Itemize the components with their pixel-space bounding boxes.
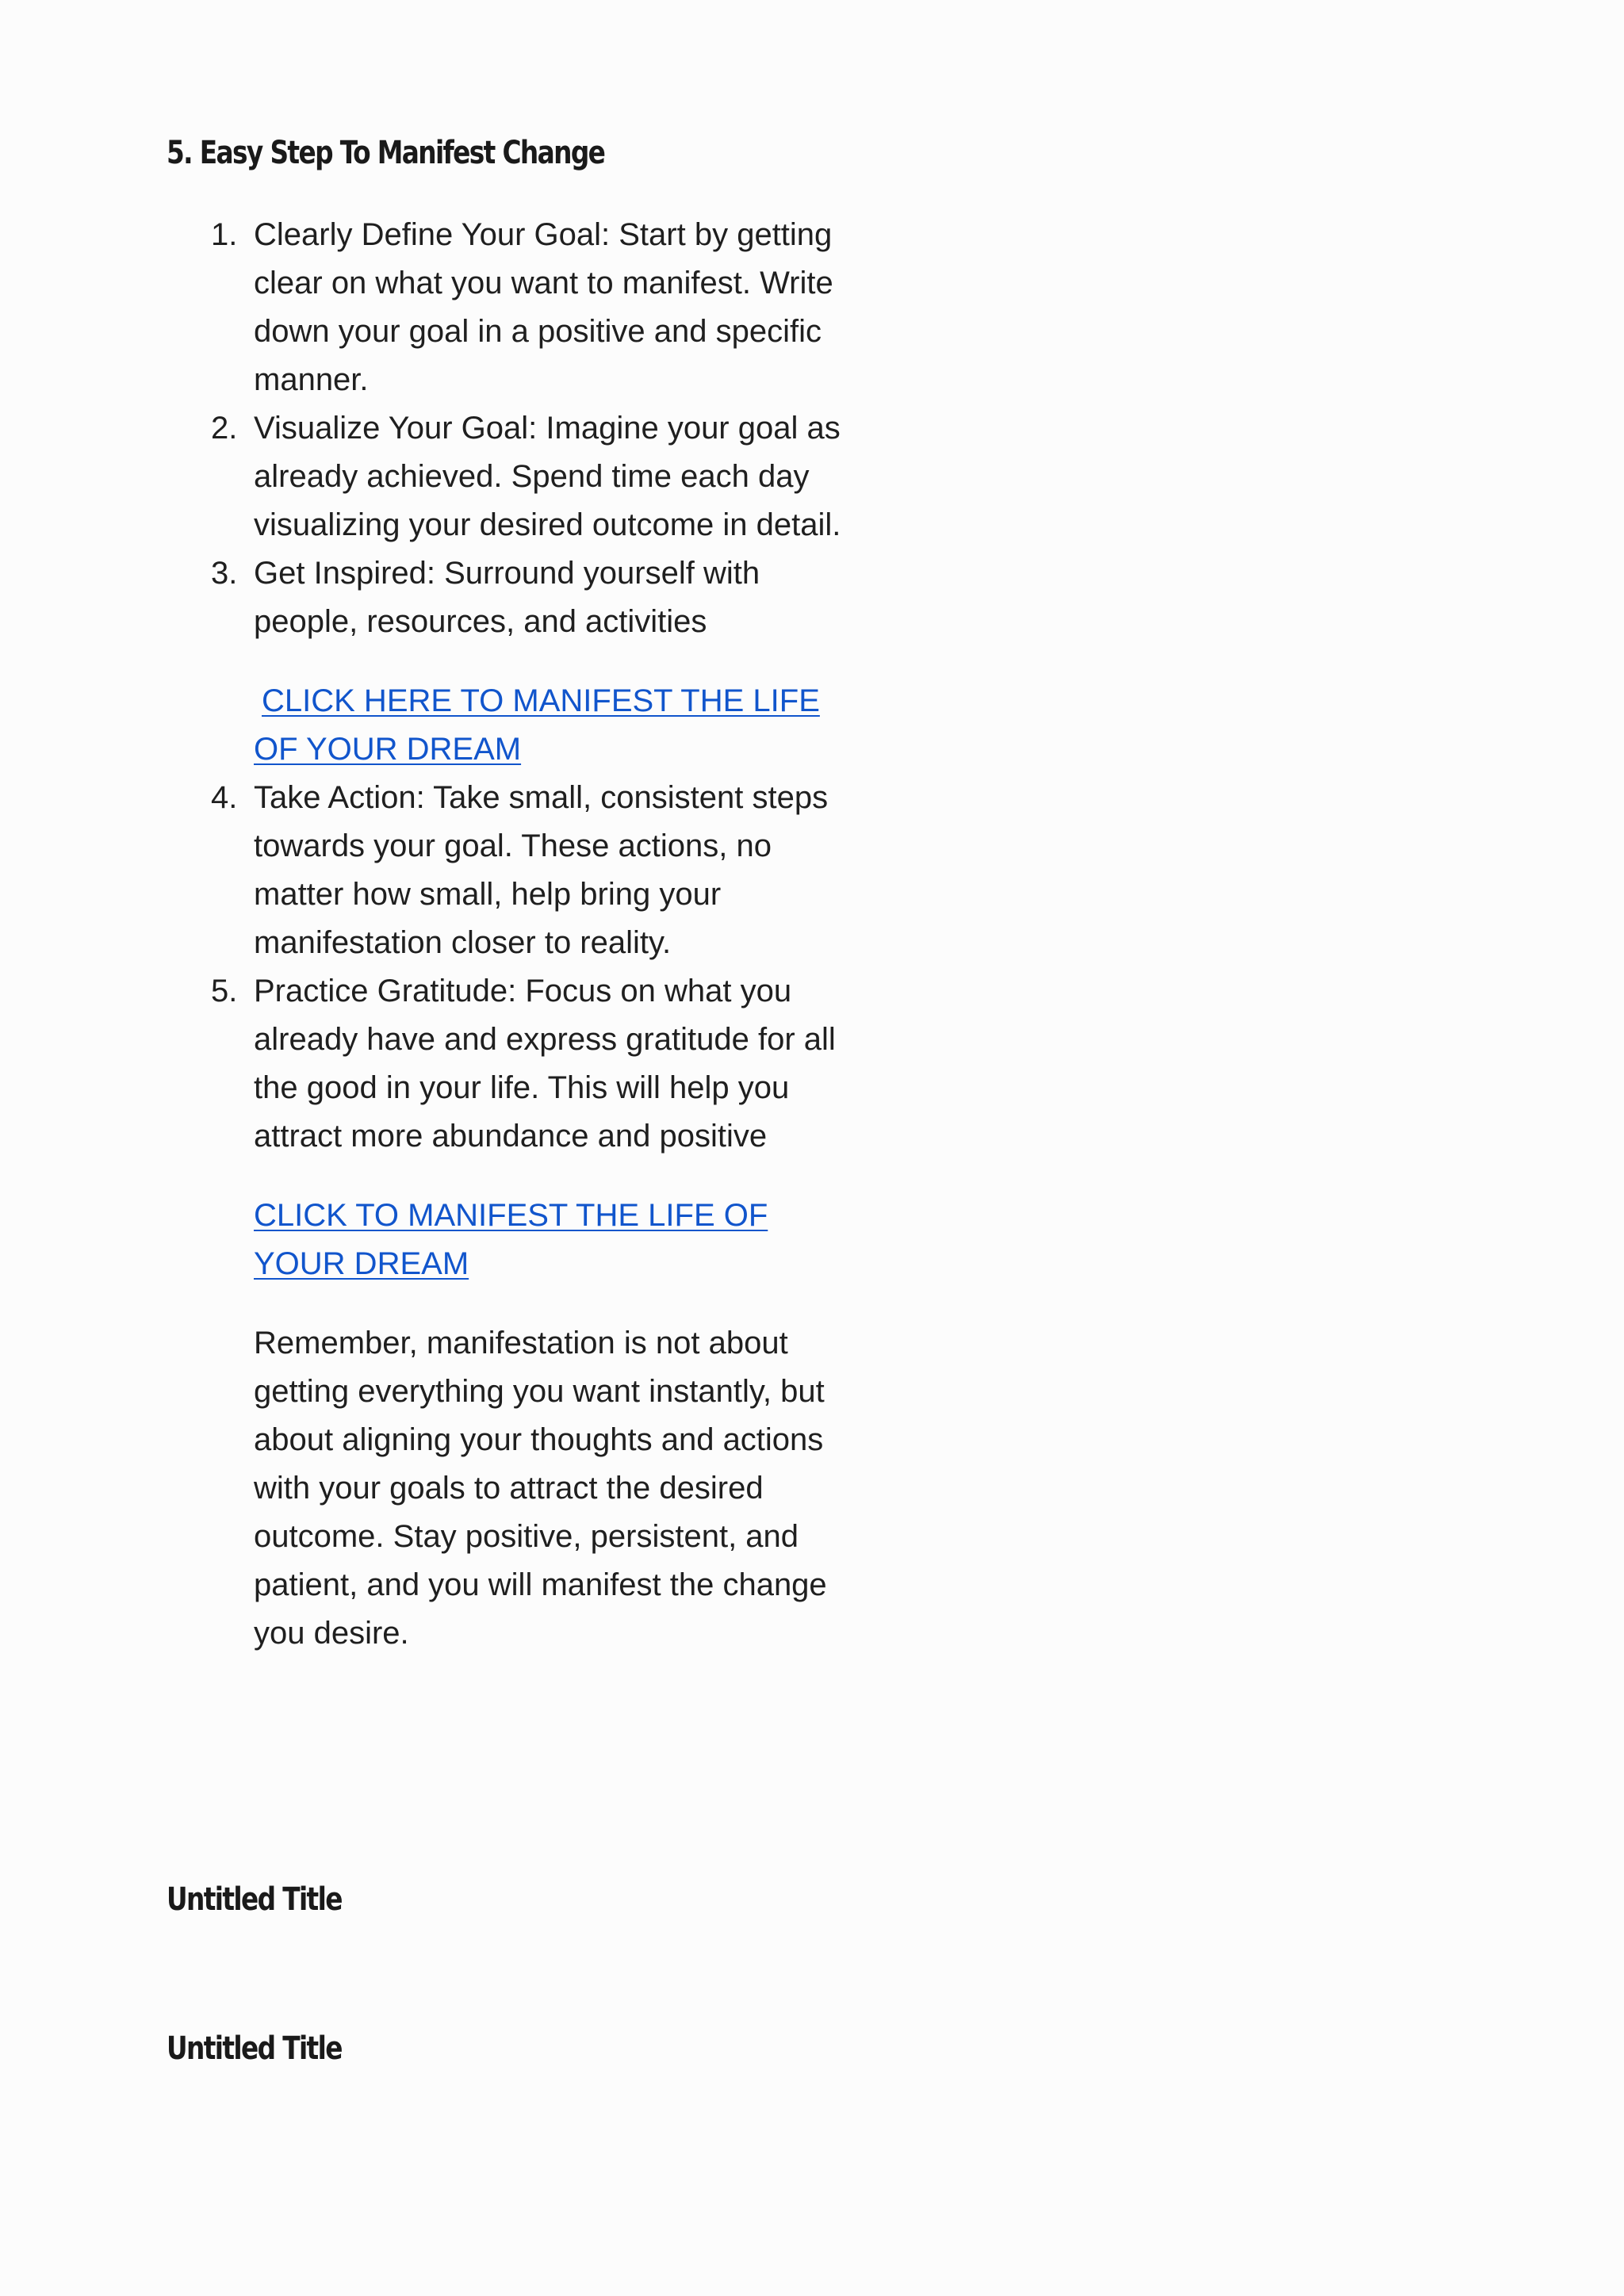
list-item-number: 1. — [211, 217, 238, 252]
list-item — [208, 404, 842, 549]
manifest-link-block — [208, 677, 842, 774]
list-item — [208, 774, 842, 967]
steps-list — [208, 211, 842, 1658]
list-item-text: Take Action: Take small, consistent steps towards your goal. These actions, no matter how small, help bring your manifestation closer to reality. — [254, 780, 829, 960]
manifest-life-link[interactable]: CLICK HERE TO MANIFEST THE LIFE OF YOUR DREAM — [254, 683, 820, 767]
list-item — [208, 211, 842, 404]
manifest-life-link-2[interactable]: CLICK TO MANIFEST THE LIFE OF YOUR DREAM — [254, 1198, 768, 1281]
list-item-number: 4. — [211, 780, 238, 815]
list-item-text: Practice Gratitude: Focus on what you already have and express gratitude for all the good in your life. This will help you attract more abundance and positive — [254, 974, 836, 1154]
untitled-title-2: Untitled Title — [167, 2030, 342, 2067]
list-item-text: Visualize Your Goal: Imagine your goal as already achieved. Spend time each day visualizing your desired outcome in detail. — [254, 411, 841, 542]
untitled-title-1: Untitled Title — [167, 1881, 342, 1918]
list-item-text: Get Inspired: Surround yourself with people, resources, and activities — [254, 556, 760, 639]
list-item-number: 5. — [211, 974, 238, 1008]
list-item — [208, 967, 842, 1161]
closing-paragraph: Remember, manifestation is not about getting everything you want instantly, but about aligning your thoughts and actions with your goals to attract the desired outcome. Stay positive, persistent, and patient, and you will manifest the change you desire. — [254, 1326, 827, 1651]
section-heading: 5. Easy Step To Manifest Change — [167, 135, 605, 171]
list-item-number: 2. — [211, 411, 238, 446]
list-item-number: 3. — [211, 556, 238, 591]
manifest-link-block-2 — [208, 1192, 842, 1288]
list-item-text: Clearly Define Your Goal: Start by getting clear on what you want to manifest. Write down your goal in a positive and specific manner. — [254, 217, 833, 397]
list-item — [208, 549, 842, 646]
